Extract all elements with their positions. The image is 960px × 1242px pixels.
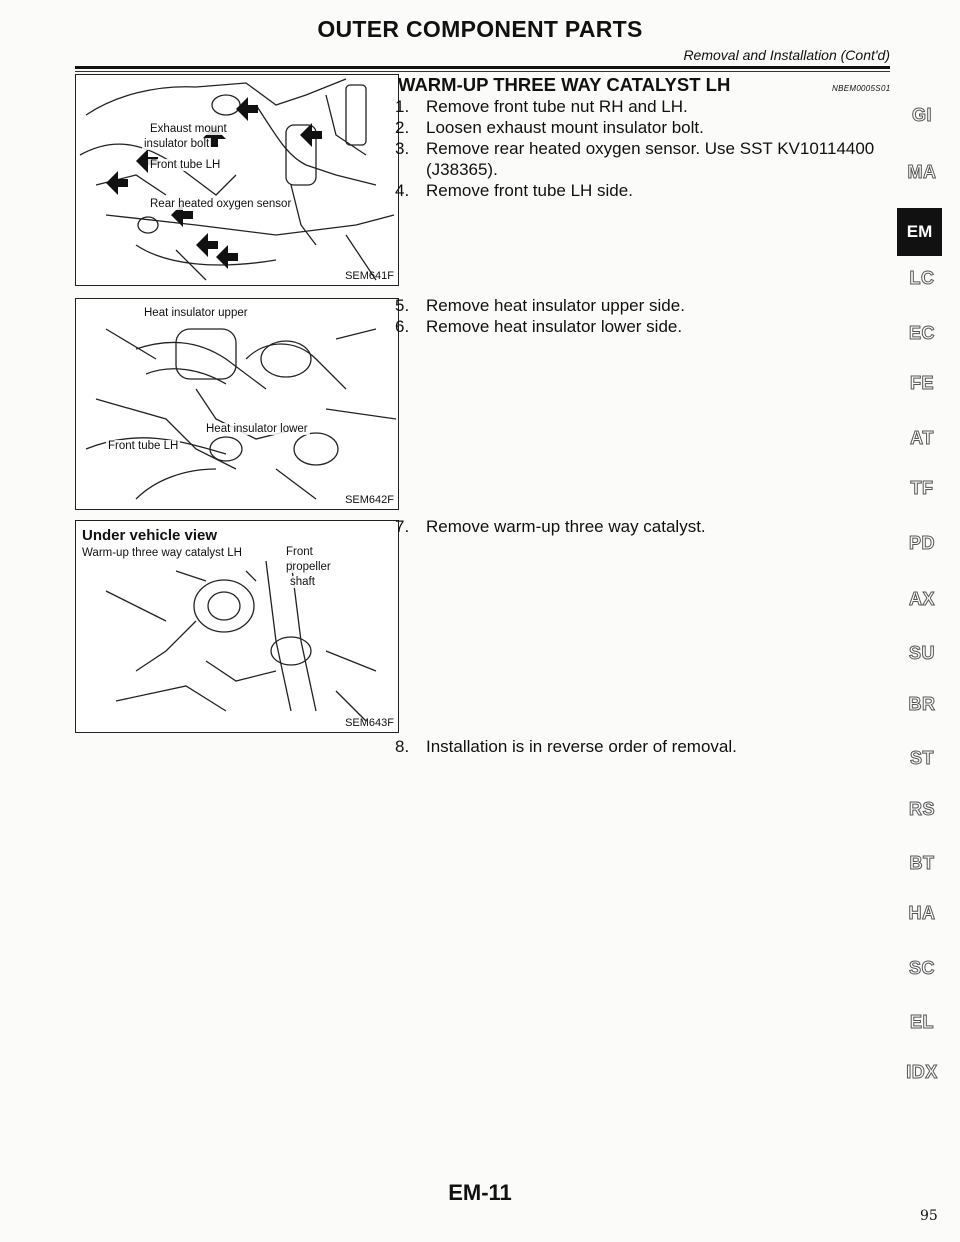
step-text: Remove front tube nut RH and LH. <box>426 97 688 116</box>
figure-code: SEM642F <box>345 494 394 506</box>
step-text: Loosen exhaust mount insulator bolt. <box>426 118 704 137</box>
step-number: 8. <box>395 737 410 756</box>
step-text: Remove warm-up three way catalyst. <box>426 517 706 536</box>
step-number: 7. <box>395 517 410 536</box>
fig1-label-front-tube-lh: Front tube LH <box>150 159 221 171</box>
sidebar-tab-bt[interactable]: BT <box>909 853 935 873</box>
step-item <box>395 295 896 316</box>
fig1-label-insulator-bolt: insulator bolt <box>144 138 210 150</box>
step-number: 2. <box>395 118 410 137</box>
step-item <box>395 736 896 757</box>
step-item <box>395 516 896 537</box>
page-title: OUTER COMPONENT PARTS <box>317 16 643 42</box>
sidebar-tab-el[interactable]: EL <box>909 1012 934 1032</box>
step-number: 6. <box>395 317 410 336</box>
sidebar-tab-ax[interactable]: AX <box>908 589 935 609</box>
figure-sem643f <box>75 520 399 733</box>
step-item <box>395 180 896 201</box>
engine-exhaust-illustration <box>76 75 399 286</box>
step-text: Installation is in reverse order of removal. <box>426 737 737 756</box>
step-text: Remove heat insulator upper side. <box>426 296 685 315</box>
sidebar-tab-em-active[interactable]: EM <box>897 208 942 256</box>
step-item <box>395 117 896 138</box>
header-rule-thin <box>75 71 890 72</box>
fig3-header: Under vehicle view <box>82 527 218 544</box>
sidebar-tab-pd[interactable]: PD <box>908 533 935 553</box>
step-item <box>395 316 896 337</box>
sidebar-tab-tf[interactable]: TF <box>910 478 934 498</box>
figure-sem641f <box>75 74 399 286</box>
steps-group-2 <box>395 295 896 337</box>
heat-insulator-illustration <box>76 299 399 510</box>
figure-sem642f <box>75 298 399 510</box>
figure-code: SEM641F <box>345 270 394 282</box>
step-number: 5. <box>395 296 410 315</box>
fig2-label-heat-insulator-lower: Heat insulator lower <box>206 423 308 435</box>
page-code: EM-11 <box>448 1180 512 1205</box>
fig3-label-propeller: propeller <box>286 561 331 573</box>
step-item <box>395 138 896 180</box>
steps-group-3 <box>395 516 896 537</box>
step-text: Remove front tube LH side. <box>426 181 633 200</box>
sidebar-tab-br[interactable]: BR <box>908 694 936 714</box>
fig2-label-front-tube-lh: Front tube LH <box>108 440 179 452</box>
sidebar-tab-ec[interactable]: EC <box>908 323 935 343</box>
steps-group-4 <box>395 736 896 757</box>
sidebar-tab-sc[interactable]: SC <box>908 958 935 978</box>
section-id: NBEM0005S01 <box>832 84 891 93</box>
sidebar-tab-ma[interactable]: MA <box>907 162 937 182</box>
sidebar-tab-idx[interactable]: IDX <box>906 1062 938 1082</box>
step-number: 4. <box>395 181 410 200</box>
fig1-label-exhaust-mount: Exhaust mount <box>150 123 227 135</box>
sidebar-tab-su[interactable]: SU <box>908 643 935 663</box>
fig1-label-rear-heated-oxygen-sensor: Rear heated oxygen sensor <box>150 198 292 210</box>
sidebar-tab-at[interactable]: AT <box>910 428 934 448</box>
sidebar-tab-rs[interactable]: RS <box>908 799 935 819</box>
page-subtitle: Removal and Installation (Cont'd) <box>683 47 890 63</box>
step-text: Remove rear heated oxygen sensor. Use SST KV10114400 (J38365). <box>426 139 875 179</box>
sidebar-tab-gi[interactable]: GI <box>911 105 932 125</box>
sidebar-tab-lc[interactable]: LC <box>909 268 935 288</box>
sidebar-tab-fe[interactable]: FE <box>909 373 934 393</box>
fig3-subheader: Warm-up three way catalyst LH <box>82 547 242 559</box>
fig2-label-heat-insulator-upper: Heat insulator upper <box>144 307 248 319</box>
steps-group-1 <box>395 96 896 201</box>
sidebar-tab-st[interactable]: ST <box>909 748 934 768</box>
sidebar-tab-ha[interactable]: HA <box>908 903 936 923</box>
fig3-label-shaft: shaft <box>290 576 315 588</box>
step-number: 1. <box>395 97 410 116</box>
fig3-label-front: Front <box>286 546 313 558</box>
figure-code: SEM643F <box>345 717 394 729</box>
page-number: 95 <box>920 1208 938 1224</box>
step-number: 3. <box>395 139 410 158</box>
step-item <box>395 96 896 117</box>
section-title: WARM-UP THREE WAY CATALYST LH <box>398 74 731 95</box>
header-rule <box>75 66 890 69</box>
step-text: Remove heat insulator lower side. <box>426 317 683 336</box>
